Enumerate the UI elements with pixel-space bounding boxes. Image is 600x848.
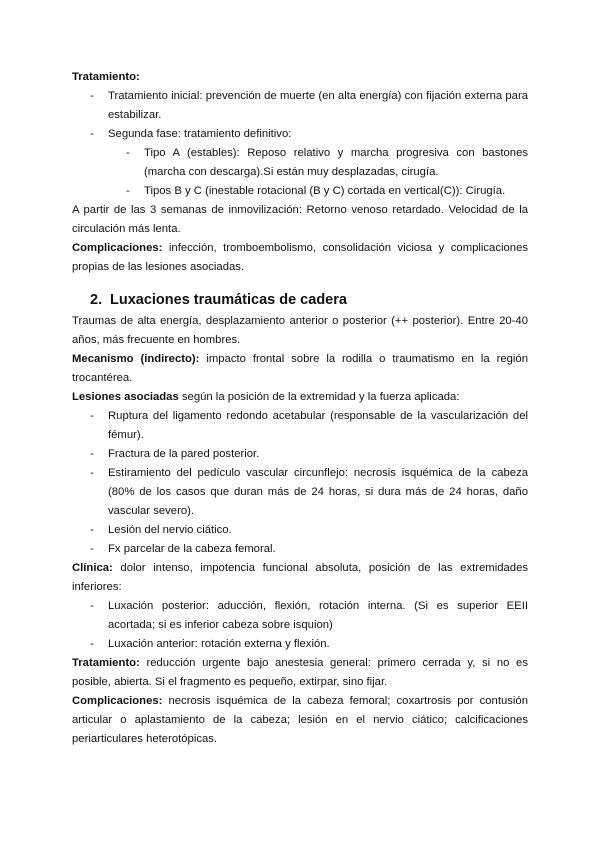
tratamiento-paragraph: Tratamiento: reducción urgente bajo anestesia general: primero cerrada y, si no es posible, abierta. Si el fragmento es pequeño, extirpar, sino fijar.: [72, 657, 528, 688]
list-item: - Luxación posterior: aducción, flexión, rotación interna. (Si es superior EEII acortada; si es inferior cabeza sobre isquion): [90, 600, 528, 631]
mecanismo-paragraph: Mecanismo (indirecto): impacto frontal sobre la rodilla o traumatismo en la región trocantérea.: [72, 353, 528, 384]
tratamiento-heading: Tratamiento:: [72, 71, 140, 83]
paragraph-semanas: A partir de las 3 semanas de inmovilización: Retorno venoso retardado. Velocidad de la circulación más lenta.: [72, 204, 528, 235]
list-item: - Segunda fase: tratamiento definitivo:: [90, 128, 292, 140]
sub-list-item: - Tipo A (estables): Reposo relativo y marcha progresiva con bastones (marcha con descarga).Si están muy desplazadas, cirugía.: [126, 147, 528, 178]
complicaciones-paragraph: Complicaciones: infección, tromboembolismo, consolidación viciosa y complicaciones propias de las lesiones asociadas.: [72, 242, 528, 273]
clinica-paragraph: Clínica: dolor intenso, impotencia funcional absoluta, posición de las extremidades inferiores:: [72, 562, 528, 593]
complicaciones-paragraph: Complicaciones: necrosis isquémica de la cabeza femoral; coxartrosis por contusión articular o aplastamiento de la cabeza; lesión en el nervio ciático; calcificaciones periarticulares heterotópicas.: [72, 695, 528, 745]
document-page: [72, 68, 528, 749]
list-item: - Tratamiento inicial: prevención de muerte (en alta energía) con fijación externa para estabilizar.: [90, 90, 528, 121]
list-item: - Fx parcelar de la cabeza femoral.: [90, 543, 276, 555]
list-item: - Luxación anterior: rotación externa y flexión.: [90, 638, 330, 650]
list-item: - Ruptura del ligamento redondo acetabular (responsable de la vascularización del fémur).: [90, 410, 528, 441]
list-item: - Fractura de la pared posterior.: [90, 448, 260, 460]
sub-list-item: - Tipos B y C (inestable rotacional (B y C) cortada en vertical(C)): Cirugía.: [126, 185, 506, 197]
section-heading: 2. Luxaciones traumáticas de cadera: [90, 292, 347, 308]
list-item: - Estiramiento del pedículo vascular circunflejo: necrosis isquémica de la cabeza (80% de los casos que duran más de 24 horas, si dura más de 24 horas, daño vascular severo).: [90, 467, 528, 517]
lesiones-paragraph: Lesiones asociadas según la posición de la extremidad y la fuerza aplicada:: [72, 391, 460, 403]
list-item: - Lesión del nervio ciático.: [90, 524, 232, 536]
intro-paragraph: Traumas de alta energía, desplazamiento anterior o posterior (++ posterior). Entre 20-40 años, más frecuente en hombres.: [72, 315, 528, 346]
